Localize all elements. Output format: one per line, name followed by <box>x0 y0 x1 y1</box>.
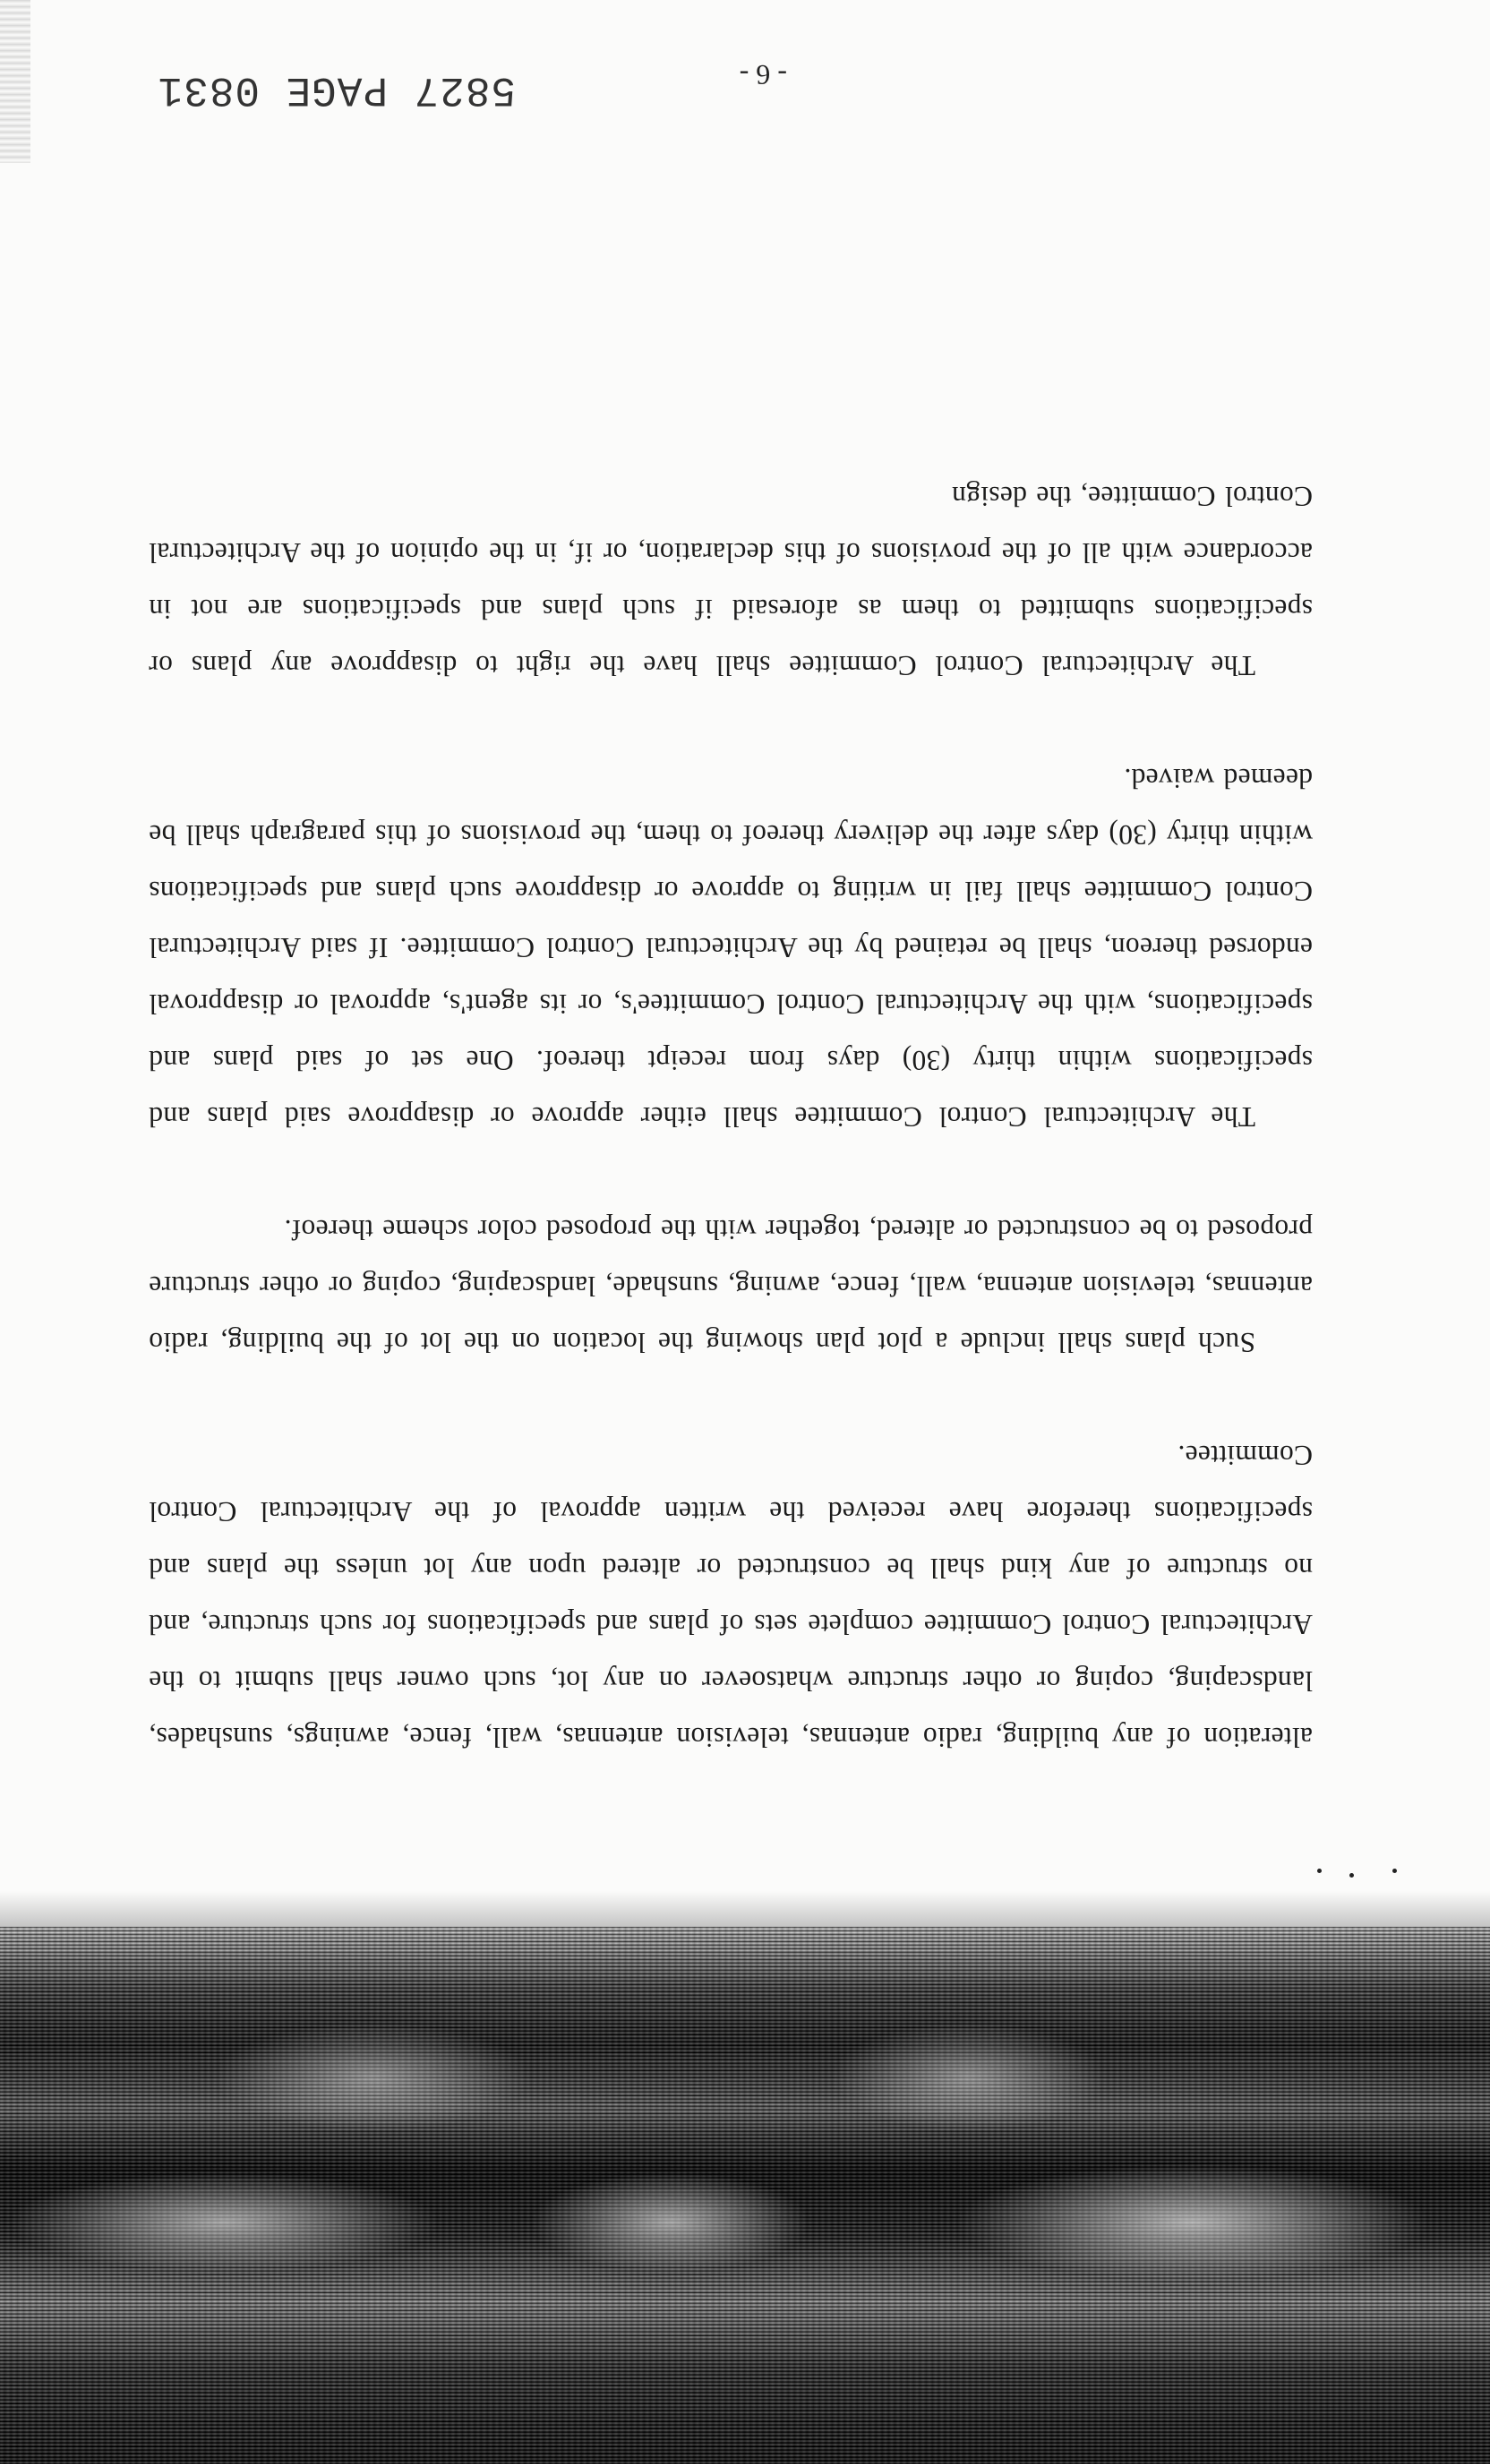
book-page-stamp: 5827 PAGE 0831 <box>157 66 516 113</box>
paragraph-right-to-disapprove: The Architectural Control Committee shall have the right to disapprove any plans or specifications submitted to them as aforesaid if such plans and specifications are not in accordance with all of the provisions of this declaration, or if, in the opinion of the Architectural Control Committee, the design <box>149 481 1313 681</box>
scan-speck <box>1392 1869 1397 1873</box>
scan-speck <box>1349 1873 1354 1878</box>
scan-speck <box>1317 1869 1322 1873</box>
photocopy-noise-band <box>0 1927 1490 2464</box>
document-body <box>149 468 1313 1766</box>
page-number: - 6 - <box>739 59 787 91</box>
paragraph-plot-plan: Such plans shall include a plot plan showing the location on the lot of the building, radio antennas, television antenna, wall, fence, awning, sunshade, landscaping, coping or other structure proposed to be constructed or altered, together with the proposed color scheme thereof. <box>149 1214 1313 1358</box>
paragraph-alteration: alteration of any building, radio antennas, television antennas, wall, fence, awnings, sunshades, landscaping, coping or other structure whatsoever on any lot, such owner shall submit to the Architectural Control Committee complete sets of plans and specifications for such structure, and no structure of any kind shall be constructed or altered upon any lot unless the plans and specifications therefore have received the written approval of the Architectural Control Committee. <box>149 1440 1313 1753</box>
paragraph-approval-timeline: The Architectural Control Committee shall either approve or disapprove said plans and specifications within thirty (30) days from receipt thereof. One set of said plans and specifications, with the Architectural Control Committee's, or its agent's, approval or disapproval endorsed thereon, shall be retained by the Architectural Control Committee. If said Architectural Control Committee shall fail in writing to approve or disapprove such plans and specifications within thirty (30) days after the delivery thereof to them, the provisions of this paragraph shall be deemed waived. <box>149 763 1313 1133</box>
noise-band-fade <box>0 1891 1490 1927</box>
scan-edge-marks <box>0 0 30 163</box>
